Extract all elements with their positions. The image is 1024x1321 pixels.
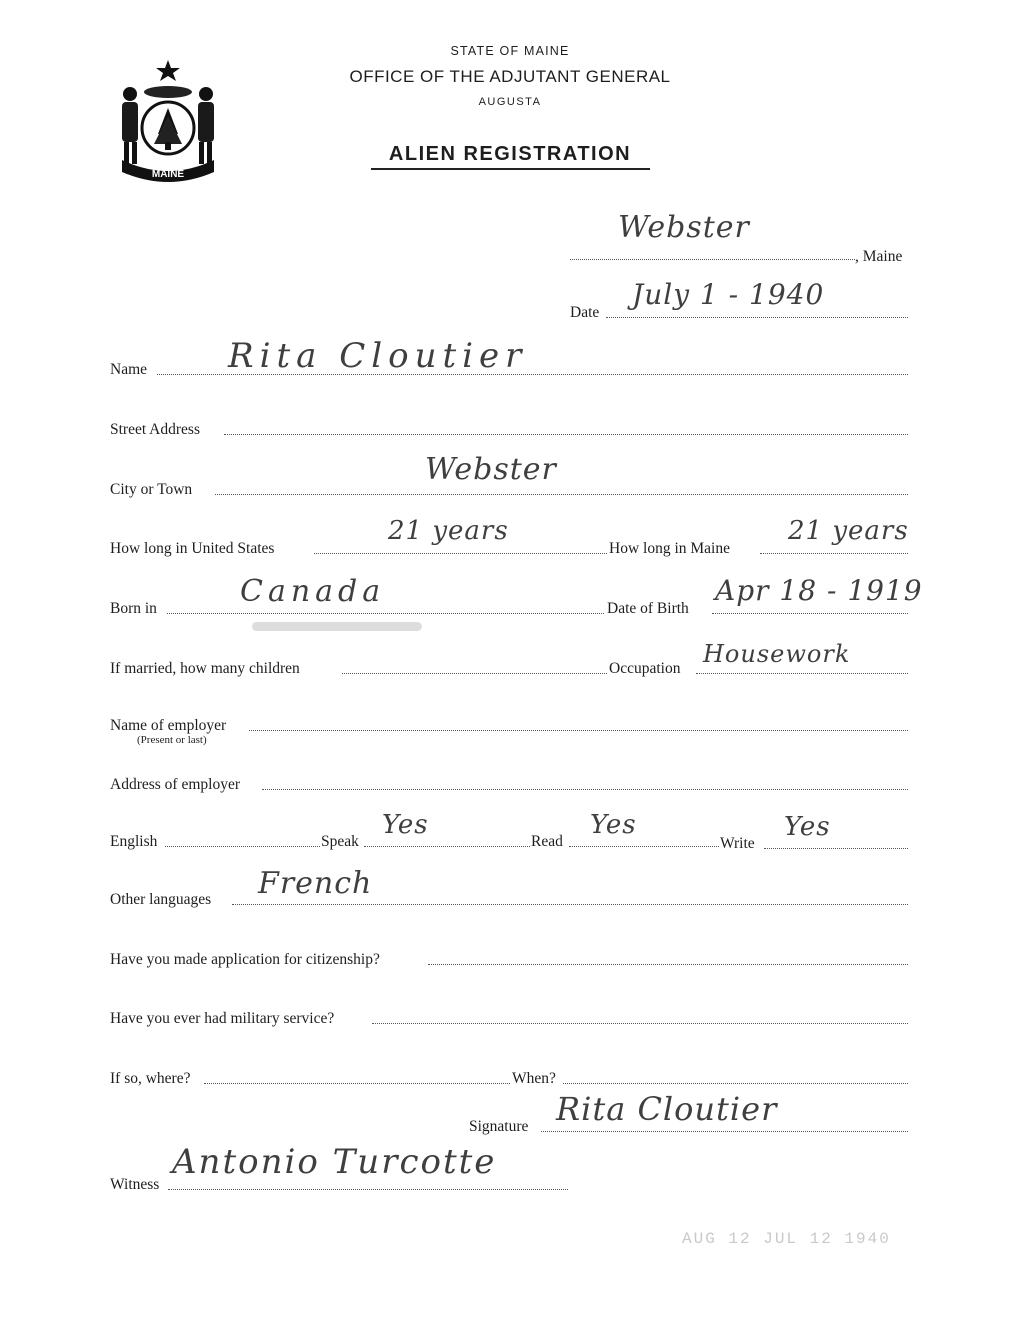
read-label: Read [531, 833, 563, 850]
employer-line [249, 730, 908, 731]
signature-label: Signature [469, 1118, 529, 1135]
witness-line [168, 1189, 568, 1190]
born-value: Canada [240, 574, 386, 609]
form-title: ALIEN REGISTRATION [388, 143, 632, 165]
read-line [569, 846, 719, 847]
title-underline [371, 168, 650, 170]
how-long-maine-label: How long in Maine [609, 540, 730, 557]
where-line [204, 1083, 510, 1084]
english-line [165, 846, 320, 847]
how-long-maine-value: 21 years [788, 516, 909, 546]
write-label: Write [720, 835, 755, 852]
occupation-line [696, 673, 908, 674]
born-label: Born in [110, 600, 157, 617]
header-city: AUGUSTA [478, 96, 542, 108]
born-line [167, 613, 604, 614]
date-label: Date [570, 304, 600, 321]
name-label: Name [110, 361, 148, 378]
children-label: If married, how many children [110, 660, 300, 677]
place-line [570, 259, 855, 260]
speak-line [364, 846, 530, 847]
how-long-us-label: How long in United States [110, 540, 275, 557]
date-line [606, 317, 908, 318]
other-languages-label: Other languages [110, 891, 212, 908]
when-line [563, 1083, 908, 1084]
signature-line [541, 1131, 908, 1132]
speak-value: Yes [382, 810, 429, 840]
place-value: Webster [618, 210, 750, 245]
header-state: STATE OF MAINE [450, 44, 570, 58]
write-line [764, 848, 908, 849]
citizenship-label: Have you made application for citizenship? [110, 951, 380, 968]
ink-smudge [252, 622, 422, 631]
occupation-value: Housework [703, 640, 851, 668]
when-label: When? [512, 1070, 556, 1087]
city-label: City or Town [110, 481, 193, 498]
dob-label: Date of Birth [607, 600, 689, 617]
how-long-us-line [314, 553, 607, 554]
header-office: OFFICE OF THE ADJUTANT GENERAL [349, 67, 671, 86]
employer-label: Name of employer [110, 717, 227, 734]
write-value: Yes [784, 812, 831, 842]
date-value: July 1 - 1940 [632, 278, 825, 311]
received-stamp: AUG 12 JUL 12 1940 [682, 1230, 891, 1248]
other-languages-line [232, 904, 908, 905]
witness-label: Witness [110, 1176, 160, 1193]
employer-address-line [262, 789, 908, 790]
city-line [215, 494, 908, 495]
maine-state-seal [112, 56, 224, 186]
employer-address-label: Address of employer [110, 776, 240, 793]
svg-text:MAINE: MAINE [151, 169, 185, 180]
where-label: If so, where? [110, 1070, 191, 1087]
how-long-us-value: 21 years [388, 516, 509, 546]
military-line [372, 1023, 908, 1024]
speak-label: Speak [321, 833, 359, 850]
children-line [342, 673, 607, 674]
dob-value: Apr 18 - 1919 [715, 574, 923, 607]
read-value: Yes [590, 810, 637, 840]
city-value: Webster [425, 452, 557, 487]
street-line [224, 434, 908, 435]
street-label: Street Address [110, 421, 200, 438]
witness-value: Antonio Turcotte [172, 1142, 497, 1182]
signature-value: Rita Cloutier [556, 1090, 778, 1128]
citizenship-line [428, 964, 908, 965]
military-label: Have you ever had military service? [110, 1010, 335, 1027]
other-languages-value: French [258, 866, 373, 901]
name-value: Rita Cloutier [228, 336, 528, 376]
place-suffix: , Maine [855, 248, 903, 265]
english-label: English [110, 833, 158, 850]
employer-sublabel: (Present or last) [137, 734, 207, 746]
dob-line [712, 613, 908, 614]
occupation-label: Occupation [609, 660, 681, 677]
how-long-maine-line [760, 553, 908, 554]
